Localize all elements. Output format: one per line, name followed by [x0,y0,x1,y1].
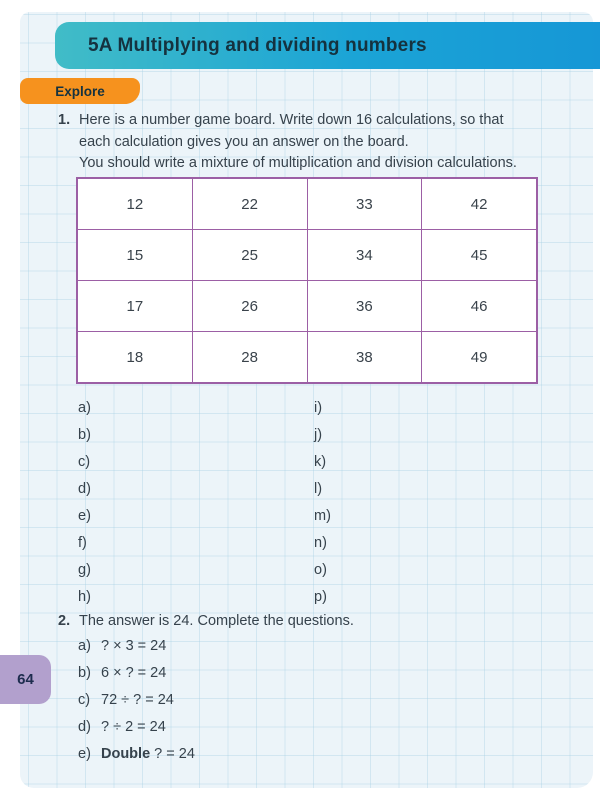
answer-row [78,562,538,589]
equation-text: 6 × ? = 24 [101,665,167,681]
explore-badge-label: Explore [55,83,105,99]
number-game-board [76,177,538,384]
answer-label: m) [314,508,331,524]
board-cell: 12 [126,195,144,213]
question-2-items [78,638,195,773]
item-label: d) [78,719,91,735]
question-1-number: 1. [58,112,71,128]
board-cell: 17 [126,297,144,315]
answer-row [78,535,538,562]
answer-label: d) [78,481,91,497]
chapter-header-banner [55,22,600,69]
item-bold-word: Double [101,746,151,762]
board-cell: 22 [192,179,307,229]
answer-label: o) [314,562,327,578]
answer-label: k) [314,454,327,470]
item-label: c) [78,692,91,708]
board-cell: 42 [421,179,536,229]
board-row [78,179,536,229]
board-cell: 25 [192,230,307,280]
answer-label: g) [78,562,91,578]
board-cell: 46 [421,281,536,331]
item-label: a) [78,638,91,654]
board-cell: 15 [126,246,144,264]
question-1-line-1: Here is a number game board. Write down 16 calculations, so that [79,112,504,128]
equation-item [78,665,195,692]
equation-text: ? = 24 [150,746,195,762]
equation-text: 72 ÷ ? = 24 [101,692,174,708]
item-label: b) [78,665,91,681]
answer-label: j) [314,427,323,443]
board-cell: 28 [192,332,307,382]
board-cell: 34 [307,230,422,280]
equation-item [78,692,195,719]
answer-label: l) [314,481,323,497]
question-1-text [79,110,517,175]
question-2-text: The answer is 24. Complete the questions. [79,613,354,629]
answer-row [78,454,538,481]
board-cell: 49 [421,332,536,382]
board-cell: 18 [126,348,144,366]
board-cell: 38 [307,332,422,382]
answer-label: f) [78,535,87,551]
board-row [78,331,536,382]
answer-label: a) [78,400,91,416]
answer-label: i) [314,400,323,416]
answer-row [78,508,538,535]
question-1-line-3: You should write a mixture of multiplication and division calculations. [79,155,517,171]
page-number-tab [0,655,51,704]
equation-text: ? ÷ 2 = 24 [101,719,166,735]
answer-letter-list [78,400,538,616]
board-cell: 26 [192,281,307,331]
question-2-number: 2. [58,613,71,629]
question-1 [58,110,568,175]
answer-label: n) [314,535,327,551]
explore-badge [20,78,140,104]
equation-item [78,719,195,746]
equation-item [78,746,195,773]
page-number: 64 [17,671,34,688]
answer-label: b) [78,427,91,443]
item-label: e) [78,746,91,762]
page-title: 5A Multiplying and dividing numbers [88,34,427,56]
answer-label: h) [78,589,91,605]
board-cell: 45 [421,230,536,280]
board-cell: 36 [307,281,422,331]
equation-text: ? × 3 = 24 [101,638,167,654]
answer-row [78,481,538,508]
question-2 [58,611,354,632]
answer-label: c) [78,454,91,470]
answer-label: e) [78,508,91,524]
board-row [78,280,536,331]
question-1-line-2: each calculation gives you an answer on the board. [79,133,409,150]
equation-item [78,638,195,665]
answer-row [78,427,538,454]
answer-label: p) [314,589,327,605]
answer-row [78,400,538,427]
board-cell: 33 [307,179,422,229]
board-row [78,229,536,280]
